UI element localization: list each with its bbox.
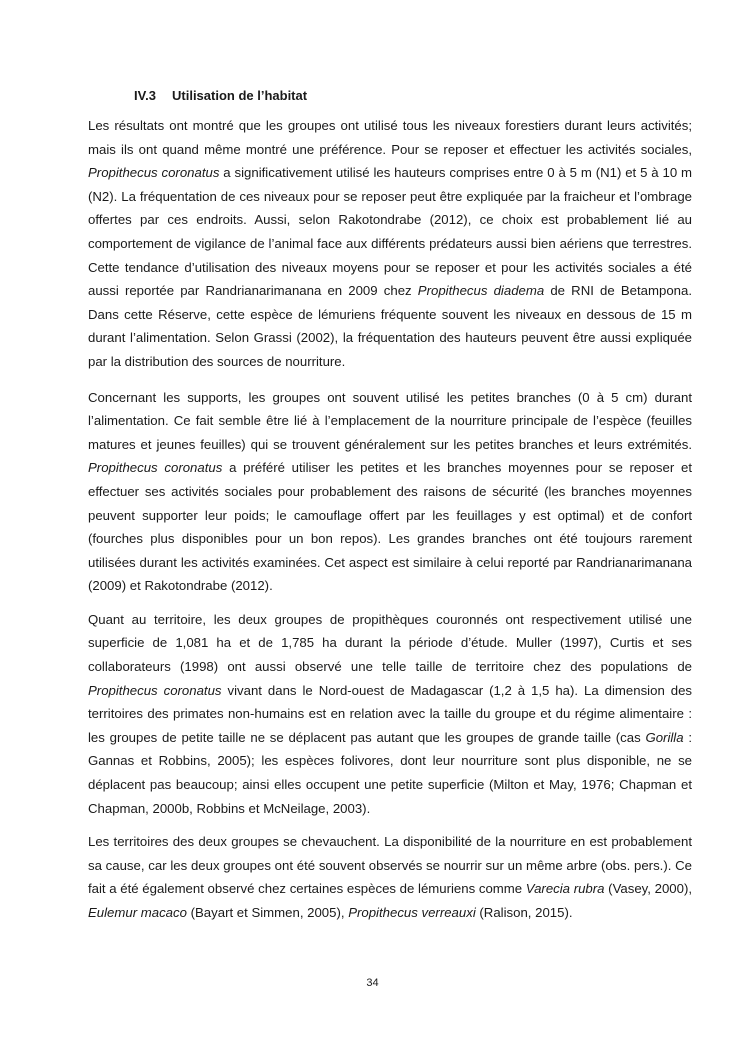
text-run: a préféré utiliser les petites et les branches moyennes pour se reposer et effectuer ses activités sociales pour probablement des raisons de sécurité (les branches moyennes peuvent supporter leur poids; le camouflage offert par les feuillages y est optimal) et de confort (fourches plus disponibles pour un bon repos). Les grandes branches ont été toujours rarement utilisées durant les activités examinées. Cet aspect est similaire à celui reporté par Randrianarimanana (2009) et Rakotondrabe (2012).: [88, 460, 692, 594]
italic-species-name: Propithecus coronatus: [88, 460, 223, 476]
text-run: a significativement utilisé les hauteurs comprises entre 0 à 5 m (N1) et 5 à 10 m (N2). La fréquentation de ces niveaux pour se reposer peut être expliquée par la fraicheur et l’ombrage offertes par ces endroits. Aussi, selon Rakotondrabe (2012), ce choix est probablement lié au comportement de vigilance de l’animal face aux différents prédateurs aussi bien aériens que terrestres. Cette tendance d’utilisation des niveaux moyens pour se reposer et pour les activités sociales a été aussi reportée par Randrianarimanana en 2009 chez: [88, 165, 693, 299]
paragraph-territory: [88, 608, 692, 820]
section-number: IV.3: [134, 88, 156, 103]
italic-species-name: Propithecus diadema: [417, 283, 545, 299]
text-run: Les résultats ont montré que les groupes ont utilisé tous les niveaux forestiers durant leurs activités; mais ils ont quand même montré une préférence. Pour se reposer et effectuer les activités sociales,: [88, 118, 692, 157]
italic-species-name: Varecia rubra: [525, 881, 605, 897]
text-run: (Bayart et Simmen, 2005),: [186, 905, 349, 920]
italic-species-name: Propithecus coronatus: [88, 682, 222, 698]
text-run: Quant au territoire, les deux groupes de propithèques couronnés ont respectivement utilisé une superficie de 1,081 ha et de 1,785 ha durant la période d’étude. Muller (1997), Curtis et ses collaborateurs (1998) ont aussi observé une telle taille de territoire chez des populations de: [88, 611, 692, 675]
section-heading: [134, 86, 692, 106]
document-page: [88, 86, 692, 925]
paragraph-supports: [88, 386, 692, 598]
text-run: de RNI de Betampona. Dans cette Réserve, cette espèce de lémuriens fréquente souvent les niveaux en dessous de 15 m durant l’alimentation. Selon Grassi (2002), la fréquentation des hauteurs peuvent être aussi expliquée par la distribution des sources de nourriture.: [88, 283, 692, 369]
text-run: Concernant les supports, les groupes ont souvent utilisé les petites branches (0 à 5 cm) durant l’alimentation. Ce fait semble être lié à l’emplacement de la nourriture principale de l’espèce (feuilles matures et jeunes feuilles) qui se trouvent généralement sur les petites branches et leurs extrémités.: [88, 389, 692, 452]
italic-species-name: Gorilla: [645, 729, 684, 745]
italic-species-name: Eulemur macaco: [88, 905, 187, 920]
section-title: Utilisation de l’habitat: [172, 88, 308, 103]
paragraph-habitat-levels: [88, 114, 692, 374]
italic-species-name: Propithecus verreauxi: [348, 905, 476, 920]
paragraph-overlap: [88, 830, 692, 924]
text-run: (Vasey, 2000),: [604, 881, 692, 897]
text-run: Les territoires des deux groupes se chevauchent. La disponibilité de la nourriture en est probablement sa cause, car les deux groupes ont été souvent observés se nourrir sur un même arbre (obs. pers.). Ce fait a été également observé chez certaines espèces de lémuriens comme: [88, 834, 692, 897]
italic-species-name: Propithecus coronatus: [88, 165, 220, 181]
page-number: 34: [366, 977, 379, 989]
text-run: vivant dans le Nord-ouest de Madagascar (1,2 à 1,5 ha). La dimension des territoires des primates non-humains est en relation avec la taille du groupe et du régime alimentaire : les groupes de petite taille ne se déplacent pas autant que les groupes de grande taille (cas: [88, 682, 693, 745]
text-run: (Ralison, 2015).: [475, 905, 573, 920]
text-run: : Gannas et Robbins, 2005); les espèces folivores, dont leur nourriture sont plus disponible, ne se déplacent pas beaucoup; ainsi elles occupent une petite superficie (Milton et May, 1976; Chapman et Chapman, 2000b, Robbins et McNeilage, 2003).: [88, 729, 693, 816]
